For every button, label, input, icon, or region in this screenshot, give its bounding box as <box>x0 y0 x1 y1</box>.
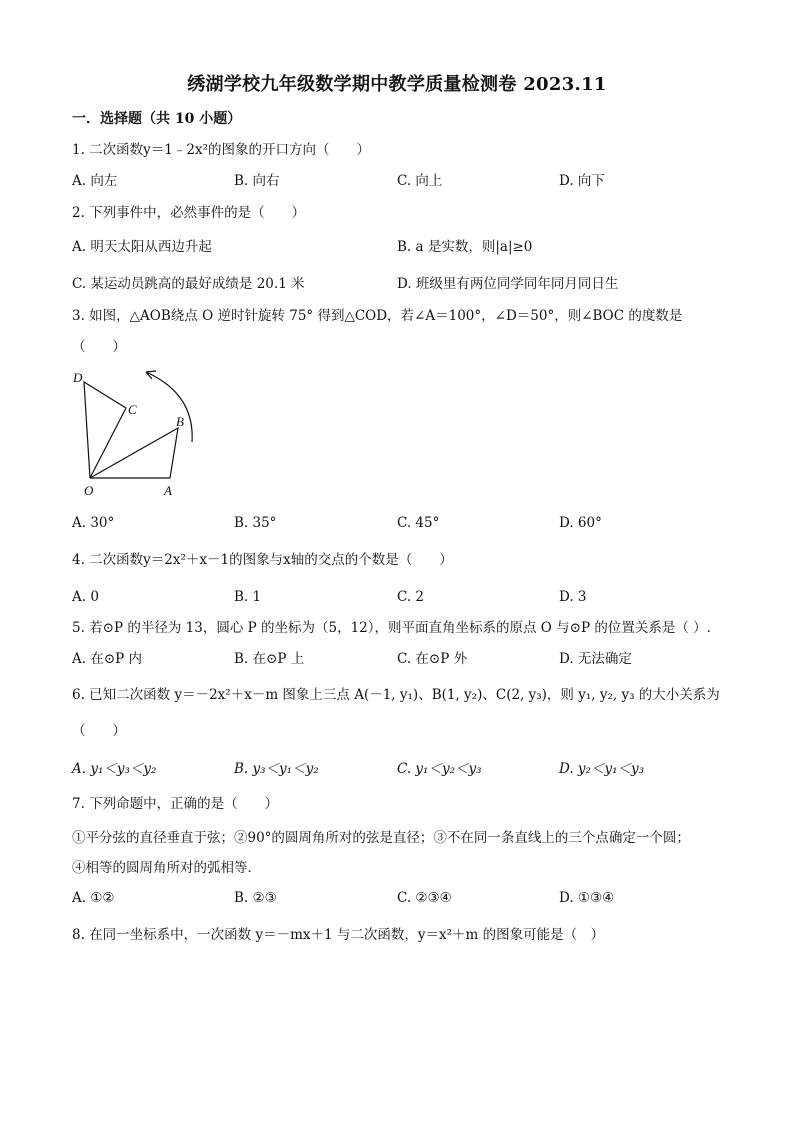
option-c[interactable]: C. ②③④ <box>397 890 452 906</box>
label-b: B <box>176 414 184 429</box>
option-c[interactable]: C. 在⊙P 外 <box>397 651 468 667</box>
question-2-options-row1 <box>72 238 752 256</box>
question-6-stem: 6. 已知二次函数 y＝－2x²＋x－m 图象上三点 A(－1, y₁)、B(1, y₂)、C(2, y₃)，则 y₁, y₂, y₃ 的大小关系为 <box>72 687 720 703</box>
question-5-stem: 5. 若⊙P 的半径为 13，圆心 P 的坐标为（5，12），则平面直角坐标系的原点 O 与⊙P 的位置关系是（ ）. <box>72 620 711 636</box>
option-b[interactable]: B. a 是实数，则|a|≥0 <box>397 239 533 255</box>
exam-title: 绣湖学校九年级数学期中教学质量检测卷 2023.11 <box>187 74 607 95</box>
option-a[interactable]: A. 30° <box>72 515 115 531</box>
question-3-stem: 3. 如图，△AOB绕点 O 逆时针旋转 75° 得到△COD，若∠A＝100°，∠D＝50°，则∠BOC 的度数是 <box>72 308 683 324</box>
option-c[interactable]: C. 某运动员跳高的最好成绩是 20.1 米 <box>72 276 305 292</box>
option-d[interactable]: D. 班级里有两位同学同年同月同日生 <box>397 276 619 292</box>
option-c[interactable]: C. 2 <box>397 589 425 605</box>
option-a[interactable]: A. 向左 <box>72 173 118 189</box>
option-b[interactable]: B. 在⊙P 上 <box>234 651 305 667</box>
option-d[interactable]: D. 无法确定 <box>559 651 632 667</box>
option-d[interactable]: D. y₂＜y₁＜y₃ <box>559 761 645 777</box>
option-b[interactable]: B. 1 <box>234 589 262 605</box>
option-c[interactable]: C. y₁＜y₂＜y₃ <box>397 761 482 777</box>
option-c[interactable]: C. 45° <box>397 515 440 531</box>
rotation-figure <box>70 362 210 502</box>
rotation-arc <box>146 372 192 442</box>
option-c[interactable]: C. 向上 <box>397 173 443 189</box>
question-8-stem: 8. 在同一坐标系中，一次函数 y＝－mx＋1 与二次函数，y＝x²＋m 的图象可能是（ ） <box>72 927 605 943</box>
question-3-options <box>72 514 752 532</box>
option-b[interactable]: B. 35° <box>234 515 277 531</box>
question-7-options <box>72 889 752 907</box>
label-o: O <box>84 483 94 498</box>
question-7-statements-cont: ④相等的圆周角所对的弧相等． <box>72 860 261 876</box>
option-a[interactable]: A. 在⊙P 内 <box>72 651 143 667</box>
question-4-stem: 4. 二次函数y＝2x²＋x－1的图象与x轴的交点的个数是（ ） <box>72 552 453 568</box>
option-b[interactable]: B. y₃＜y₁＜y₂ <box>234 761 319 777</box>
triangle-cod <box>84 382 126 478</box>
option-b[interactable]: B. 向右 <box>234 173 280 189</box>
option-b[interactable]: B. ②③ <box>234 890 277 906</box>
question-4-options <box>72 588 752 606</box>
option-d[interactable]: D. 向下 <box>559 173 605 189</box>
question-1-options <box>72 172 752 190</box>
option-a[interactable]: A. 0 <box>72 589 99 605</box>
option-a[interactable]: A. y₁＜y₃＜y₂ <box>72 761 157 777</box>
question-2-options-row2 <box>72 275 752 293</box>
option-d[interactable]: D. 60° <box>559 515 602 531</box>
label-d: D <box>73 370 83 385</box>
question-1-stem: 1. 二次函数y＝1﹣2x²的图象的开口方向（ ） <box>72 142 371 158</box>
question-2-stem: 2. 下列事件中，必然事件的是（ ） <box>72 205 306 221</box>
option-a[interactable]: A. 明天太阳从西边升起 <box>72 239 212 255</box>
option-d[interactable]: D. ①③④ <box>559 890 615 906</box>
question-3-stem-bracket: （ ） <box>72 339 126 355</box>
section-heading: 一．选择题（共 10 小题） <box>72 111 242 127</box>
option-d[interactable]: D. 3 <box>559 589 587 605</box>
question-6-options <box>72 760 752 778</box>
question-7-stem: 7. 下列命题中，正确的是（ ） <box>72 796 279 812</box>
option-a[interactable]: A. ①② <box>72 890 115 906</box>
label-a: A <box>164 483 172 498</box>
question-5-options <box>72 650 752 668</box>
question-7-statements: ①平分弦的直径垂直于弦；②90°的圆周角所对的弦是直径；③不在同一条直线上的三个点确定一个圆； <box>72 830 690 846</box>
label-c: C <box>128 402 137 417</box>
question-6-stem-bracket: （ ） <box>72 723 126 739</box>
